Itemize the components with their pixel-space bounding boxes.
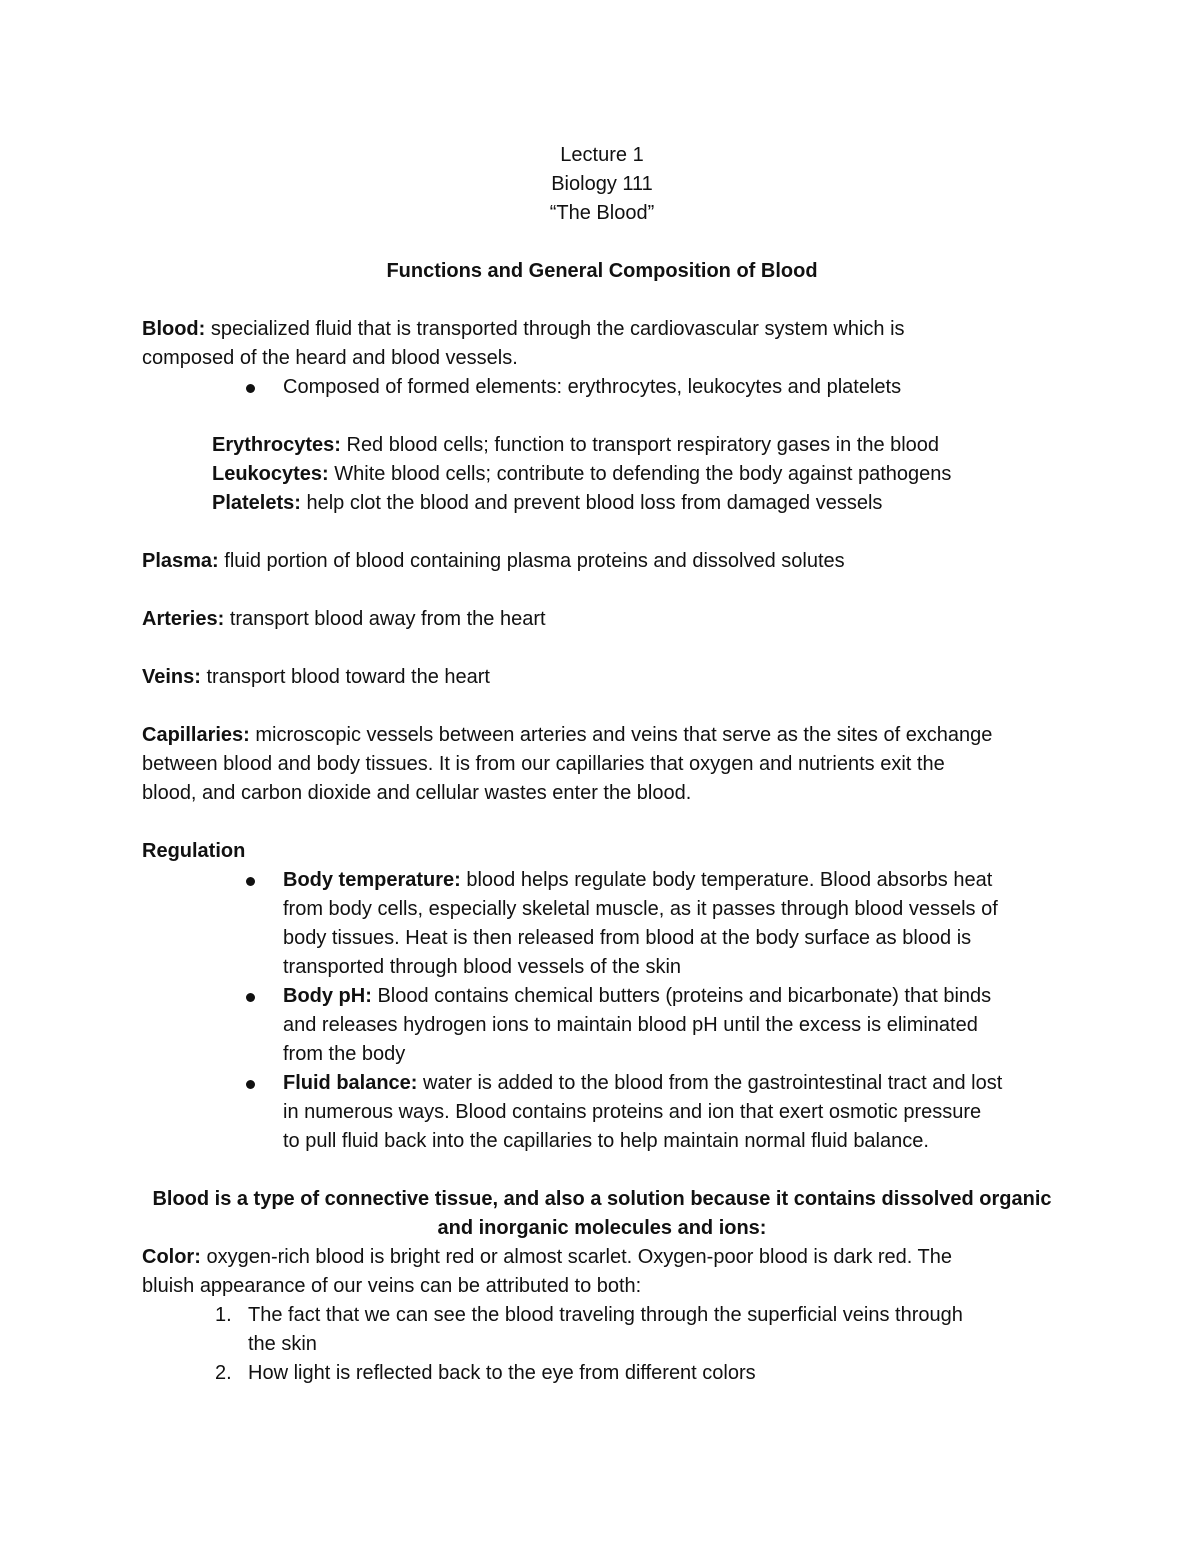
course-name: Biology 111 (551, 173, 653, 195)
body-ph-line2: and releases hydrogen ions to maintain blood pH until the excess is eliminated (283, 1014, 978, 1036)
body-temperature-line1: blood helps regulate body temperature. Blood absorbs heat (460, 869, 993, 891)
color-numbered-list (142, 1301, 1062, 1388)
regulation-heading: Regulation (142, 840, 246, 862)
fluid-balance-line2: in numerous ways. Blood contains proteins and ion that exert osmotic pressure (283, 1101, 982, 1123)
erythrocytes-term: Erythrocytes: (212, 434, 341, 456)
veins-definition (142, 663, 1062, 692)
plasma-definition (142, 547, 1062, 576)
erythrocytes-definition (212, 431, 1062, 460)
lecture-number: Lecture 1 (560, 144, 644, 166)
lecture-topic: “The Blood” (549, 202, 655, 224)
connective-line2: and inorganic molecules and ions: (437, 1217, 767, 1239)
body-temperature-line4: transported through blood vessels of the skin (283, 956, 682, 978)
plasma-term: Plasma: (142, 550, 219, 572)
regulation-item-body-temperature (283, 866, 1062, 982)
fluid-balance-term: Fluid balance: (283, 1072, 418, 1094)
leukocytes-text: White blood cells; contribute to defending the body against pathogens (328, 463, 952, 485)
regulation-item-body-ph (283, 982, 1062, 1069)
body-temperature-line2: from body cells, especially skeletal muscle, as it passes through blood vessels of (283, 898, 998, 920)
fluid-balance-line3: to pull fluid back into the capillaries to help maintain normal fluid balance. (283, 1130, 929, 1152)
connective-line1: Blood is a type of connective tissue, and also a solution because it contains dissolved organic (152, 1188, 1052, 1210)
blood-bullet-list (142, 373, 1062, 402)
leukocytes-definition (212, 460, 1062, 489)
body-temperature-term: Body temperature: (283, 869, 461, 891)
capillaries-definition (142, 721, 1062, 808)
color-text-line2: bluish appearance of our veins can be attributed to both: (142, 1275, 642, 1297)
body-temperature-line3: body tissues. Heat is then released from blood at the body surface as blood is (283, 927, 972, 949)
fluid-balance-line1: water is added to the blood from the gastrointestinal tract and lost (417, 1072, 1003, 1094)
body-ph-line3: from the body (283, 1043, 406, 1065)
leukocytes-term: Leukocytes: (212, 463, 329, 485)
color-text-line1: oxygen-rich blood is bright red or almost scarlet. Oxygen-poor blood is dark red. The (200, 1246, 952, 1268)
color-item-1-line2: the skin (248, 1333, 317, 1355)
arteries-definition (142, 605, 1062, 634)
regulation-list (142, 866, 1062, 1156)
blood-text-line1: specialized fluid that is transported through the cardiovascular system which is (205, 318, 905, 340)
color-definition (142, 1243, 1062, 1301)
capillaries-text-line1: microscopic vessels between arteries and veins that serve as the sites of exchange (249, 724, 993, 746)
capillaries-text-line2: between blood and body tissues. It is from our capillaries that oxygen and nutrients exit the (142, 753, 945, 775)
color-item-1-line1: The fact that we can see the blood traveling through the superficial veins through (248, 1304, 963, 1326)
veins-text: transport blood toward the heart (200, 666, 490, 688)
list-number: 1. (215, 1304, 232, 1326)
body-ph-line1: Blood contains chemical butters (proteins and bicarbonate) that binds (371, 985, 992, 1007)
formed-elements-list (142, 431, 1062, 518)
arteries-text: transport blood away from the heart (224, 608, 546, 630)
document-body (142, 141, 1062, 1388)
blood-definition (142, 315, 1062, 373)
list-number: 2. (215, 1362, 232, 1384)
platelets-text: help clot the blood and prevent blood loss from damaged vessels (300, 492, 883, 514)
section-title: Functions and General Composition of Blood (386, 260, 818, 282)
erythrocytes-text: Red blood cells; function to transport respiratory gases in the blood (340, 434, 940, 456)
color-list-item-1 (215, 1301, 1062, 1359)
blood-term: Blood: (142, 318, 206, 340)
color-list-item-2 (215, 1359, 1062, 1388)
arteries-term: Arteries: (142, 608, 225, 630)
body-ph-term: Body pH: (283, 985, 372, 1007)
blood-bullet: Composed of formed elements: erythrocytes, leukocytes and platelets (283, 373, 1062, 402)
regulation-item-fluid-balance (283, 1069, 1062, 1156)
plasma-text: fluid portion of blood containing plasma proteins and dissolved solutes (218, 550, 845, 572)
color-term: Color: (142, 1246, 201, 1268)
color-item-2-line1: How light is reflected back to the eye from different colors (248, 1362, 756, 1384)
capillaries-text-line3: blood, and carbon dioxide and cellular wastes enter the blood. (142, 782, 692, 804)
veins-term: Veins: (142, 666, 201, 688)
platelets-term: Platelets: (212, 492, 301, 514)
blood-text-line2: composed of the heard and blood vessels. (142, 347, 518, 369)
platelets-definition (212, 489, 1062, 518)
capillaries-term: Capillaries: (142, 724, 250, 746)
connective-tissue-statement (142, 1185, 1062, 1243)
